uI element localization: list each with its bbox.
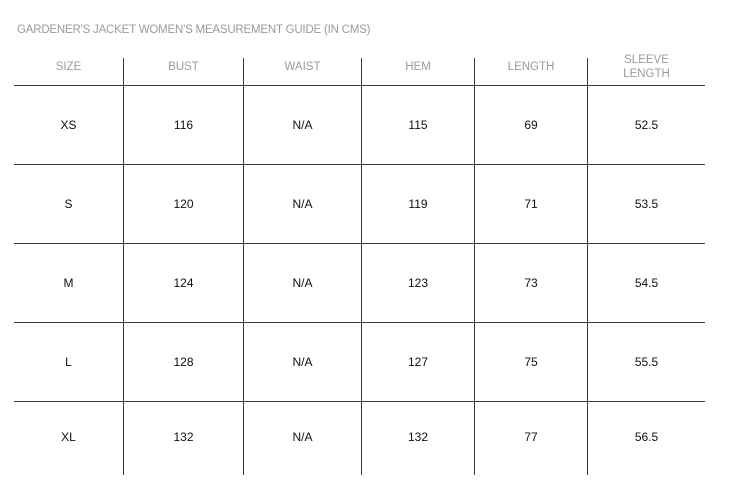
header-hem: HEM	[405, 60, 431, 73]
cell-hem: 115	[408, 118, 428, 132]
cell-sleeve-length: 53.5	[634, 197, 659, 211]
cell-length: 77	[524, 430, 538, 444]
cell-waist: N/A	[292, 355, 313, 369]
header-bust: BUST	[168, 60, 199, 73]
cell-waist: N/A	[292, 197, 313, 211]
cell-waist: N/A	[292, 118, 313, 132]
header-sleeve-length: SLEEVE LENGTH	[623, 53, 670, 80]
cell-bust: 116	[173, 118, 194, 132]
cell-bust: 120	[173, 197, 194, 211]
cell-sleeve-length: 52.5	[634, 118, 659, 132]
cell-size: XS	[60, 118, 77, 132]
cell-length: 75	[524, 355, 538, 369]
measurement-table	[14, 48, 705, 475]
cell-sleeve-length: 55.5	[634, 355, 659, 369]
cell-bust: 128	[173, 355, 194, 369]
cell-bust: 132	[173, 430, 194, 444]
cell-size: L	[65, 355, 72, 369]
header-length: LENGTH	[507, 60, 555, 73]
cell-size: M	[63, 276, 74, 290]
cell-bust: 124	[173, 276, 194, 290]
guide-title: GARDENER'S JACKET WOMEN'S MEASUREMENT GUIDE (IN CMS)	[17, 24, 371, 36]
cell-waist: N/A	[292, 430, 313, 444]
cell-sleeve-length: 54.5	[634, 276, 659, 290]
cell-hem: 123	[407, 276, 429, 290]
cell-hem: 127	[407, 355, 429, 369]
cell-length: 71	[524, 197, 538, 211]
header-size: SIZE	[55, 60, 82, 73]
cell-length: 69	[524, 118, 538, 132]
cell-size: S	[64, 197, 73, 211]
header-waist: WAIST	[284, 60, 321, 73]
cell-hem: 132	[407, 430, 429, 444]
cell-sleeve-length: 56.5	[634, 430, 659, 444]
cell-hem: 119	[408, 197, 428, 211]
cell-size: XL	[61, 430, 76, 444]
cell-length: 73	[524, 276, 538, 290]
cell-waist: N/A	[292, 276, 313, 290]
